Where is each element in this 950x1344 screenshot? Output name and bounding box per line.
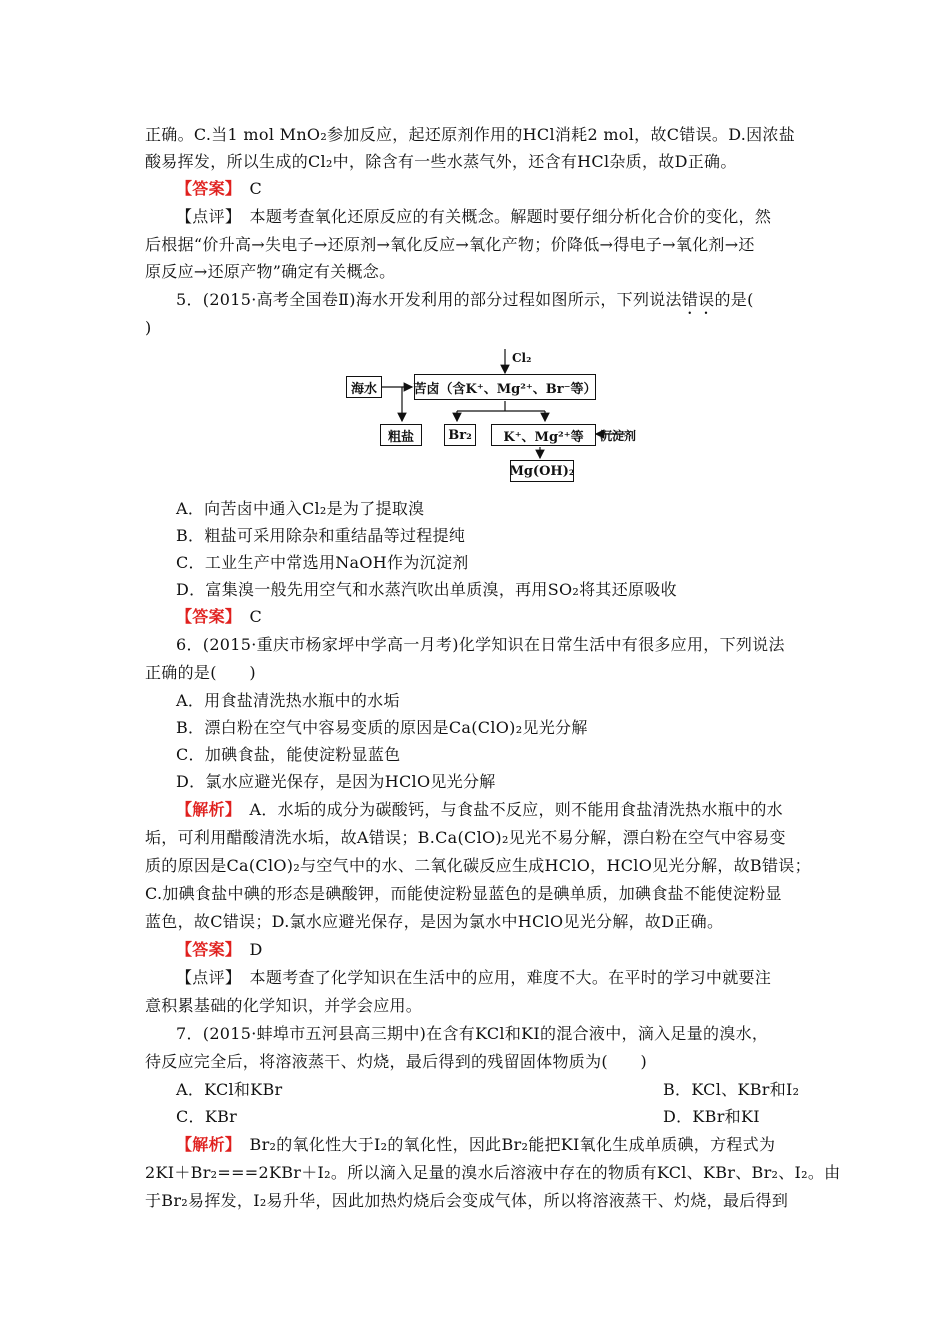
answer-tag: 【答案】 (176, 940, 234, 959)
text-line: 后根据“价升高→失电子→还原剂→氧化反应→氧化产物；价降低→得电子→氧化剂→还 (145, 235, 755, 254)
option-a: A．用食盐清洗热水瓶中的水垢 (176, 691, 400, 710)
comment-line (176, 968, 841, 988)
answer-line (176, 940, 841, 960)
seawater-box: 海水 (346, 376, 382, 398)
option-c: C．工业生产中常选用NaOH作为沉淀剂 (176, 553, 469, 572)
analysis-text: Br₂的氧化性大于I₂的氧化性，因此Br₂能把KI氧化生成单质碘，方程式为 (249, 1135, 776, 1154)
text-line: 酸易挥发，所以生成的Cl₂中，除含有一些水蒸气外，还含有HCl杂质，故D正确。 (145, 152, 737, 171)
comment-tag: 【点评】 (176, 207, 234, 226)
option-c: C．KBr (176, 1107, 238, 1126)
option-row (176, 1080, 841, 1100)
comment-text: 本题考查氧化还原反应的有关概念。解题时要仔细分析化合价的变化，然 (249, 207, 772, 226)
text-line: 正确的是( ) (145, 663, 256, 682)
q5-emphasis: 错误 (681, 290, 715, 309)
precipitant-label: 沉淀剂 (600, 429, 637, 443)
crude-salt-box: 粗盐 (380, 424, 422, 446)
question-5-stem (176, 290, 841, 318)
option-b: B．漂白粉在空气中容易变质的原因是Ca(ClO)₂见光分解 (176, 718, 588, 737)
answer-value: C (249, 179, 263, 198)
analysis-tag: 【解析】 (176, 800, 234, 819)
bittern-box: 苦卤（含K⁺、Mg²⁺、Br⁻等） (414, 374, 596, 400)
text-line: ) (145, 318, 152, 337)
option-row (176, 1107, 841, 1127)
analysis-line (176, 1135, 841, 1155)
analysis-tag: 【解析】 (176, 1135, 234, 1154)
seawater-process-diagram (300, 349, 660, 489)
text-line: 原反应→还原产物”确定有关概念。 (145, 262, 396, 281)
option-a: A．向苦卤中通入Cl₂是为了提取溴 (176, 499, 425, 518)
text-line: 待反应完全后，将溶液蒸干、灼烧，最后得到的残留固体物质为( ) (145, 1052, 648, 1071)
cl2-label: Cl₂ (512, 351, 532, 365)
analysis-text: A．水垢的成分为碳酸钙，与食盐不反应，则不能用食盐清洗热水瓶中的水 (249, 800, 783, 819)
text-line: 于Br₂易挥发，I₂易升华，因此加热灼烧后会变成气体，所以将溶液蒸干、灼烧，最后得到 (145, 1191, 789, 1210)
text-line: 蓝色，故C错误；D.氯水应避光保存，是因为氯水中HClO见光分解，故D正确。 (145, 912, 724, 931)
answer-tag: 【答案】 (176, 179, 234, 198)
k-mg-box: K⁺、Mg²⁺等 (491, 424, 596, 446)
diagram-arrows (300, 349, 660, 489)
question-7-stem: 7．(2015·蚌埠市五河县高三期中)在含有KCl和KI的混合液中，滴入足量的溴水， (176, 1024, 769, 1043)
comment-line (176, 207, 841, 227)
analysis-line (176, 800, 841, 820)
q5-text-b: 的是( (714, 290, 754, 309)
option-d: D．KBr和KI (663, 1107, 760, 1126)
option-c: C．加碘食盐，能使淀粉显蓝色 (176, 745, 401, 764)
answer-value: C (249, 607, 263, 626)
answer-line (176, 179, 841, 199)
option-b: B．KCl、KBr和I₂ (663, 1080, 800, 1099)
text-line: 意积累基础的化学知识，并学会应用。 (145, 996, 423, 1015)
comment-tag: 【点评】 (176, 968, 234, 987)
br2-box: Br₂ (444, 424, 476, 446)
question-6-stem: 6．(2015·重庆市杨家坪中学高一月考)化学知识在日常生活中有很多应用，下列说法 (176, 635, 785, 654)
answer-tag: 【答案】 (176, 607, 234, 626)
option-b: B．粗盐可采用除杂和重结晶等过程提纯 (176, 526, 466, 545)
option-a: A．KCl和KBr (176, 1080, 283, 1099)
answer-value: D (249, 940, 263, 959)
comment-text: 本题考查了化学知识在生活中的应用，难度不大。在平时的学习中就要注 (249, 968, 772, 987)
option-d: D．氯水应避光保存，是因为HClO见光分解 (176, 772, 496, 791)
option-d: D．富集溴一般先用空气和水蒸汽吹出单质溴，再用SO₂将其还原吸收 (176, 580, 677, 599)
text-line: 垢，可利用醋酸清洗水垢，故A错误；B.Ca(ClO)₂见光不易分解，漂白粉在空气中容易变 (145, 828, 786, 847)
text-line: 正确。C.当1 mol MnO₂参加反应，起还原剂作用的HCl消耗2 mol，故C错误。D.因浓盐 (145, 125, 796, 144)
text-line: 质的原因是Ca(ClO)₂与空气中的水、二氧化碳反应生成HClO，HClO见光分解，故B错误； (145, 856, 811, 875)
q5-text-a: 5．(2015·高考全国卷Ⅱ)海水开发利用的部分过程如图所示，下列说法 (176, 290, 682, 309)
answer-line (176, 607, 841, 627)
mgoh2-box: Mg(OH)₂ (510, 460, 574, 482)
text-line: 2KI＋Br₂===2KBr＋I₂。所以滴入足量的溴水后溶液中存在的物质有KCl、KBr、Br₂、I₂。由 (145, 1163, 841, 1182)
text-line: C.加碘食盐中碘的形态是碘酸钾，而能使淀粉显蓝色的是碘单质，加碘食盐不能使淀粉显 (145, 884, 782, 903)
